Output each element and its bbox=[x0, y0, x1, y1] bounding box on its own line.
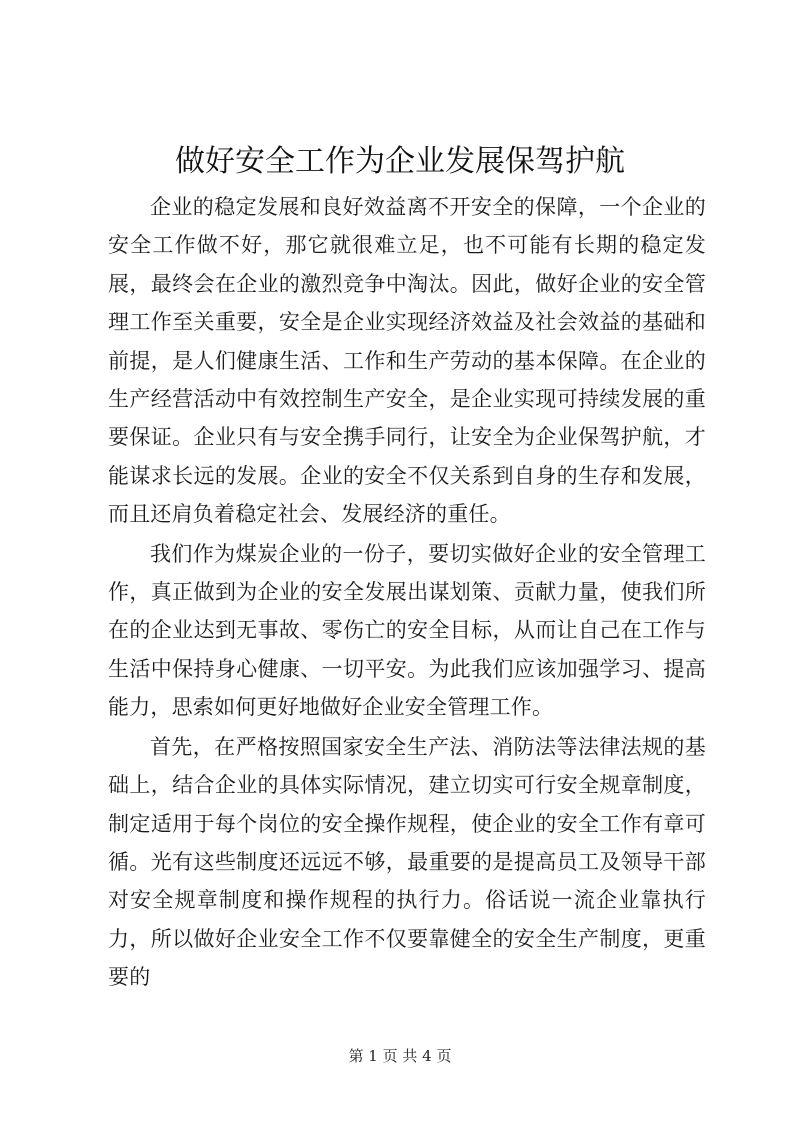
page-number-footer: 第 1 页 共 4 页 bbox=[348, 1047, 452, 1065]
paragraph-2: 我们作为煤炭企业的一份子，要切实做好企业的安全管理工作，真正做到为企业的安全发展出谋划策、贡献力量，使我们所在的企业达到无事故、零伤亡的安全目标，从而让自己在工作与生活中保持身心健康、一切平安。为此我们应该加强学习、提高能力，思索如何更好地做好企业安全管理工作。 bbox=[108, 541, 706, 720]
document-body bbox=[108, 188, 706, 997]
paragraph-3: 首先，在严格按照国家安全生产法、消防法等法律法规的基础上，结合企业的具体实际情况，建立切实可行安全规章制度，制定适用于每个岗位的安全操作规程，使企业的安全工作有章可循。光有这些制度还远远不够，最重要的是提高员工及领导干部对安全规章制度和操作规程的执行力。俗话说一流企业靠执行力，所以做好企业安全工作不仅要靠健全的安全生产制度，更重要的 bbox=[108, 734, 706, 990]
paragraph-1: 企业的稳定发展和良好效益离不开安全的保障，一个企业的安全工作做不好，那它就很难立足，也不可能有长期的稳定发展，最终会在企业的激烈竞争中淘汰。因此，做好企业的安全管理工作至关重要，安全是企业实现经济效益及社会效益的基础和前提，是人们健康生活、工作和生产劳动的基本保障。在企业的生产经营活动中有效控制生产安全，是企业实现可持续发展的重要保证。企业只有与安全携手同行，让安全为企业保驾护航，才能谋求长远的发展。企业的安全不仅关系到自身的生存和发展，而且还肩负着稳定社会、发展经济的重任。 bbox=[108, 195, 706, 527]
document-title: 做好安全工作为企业发展保驾护航 bbox=[175, 144, 625, 179]
